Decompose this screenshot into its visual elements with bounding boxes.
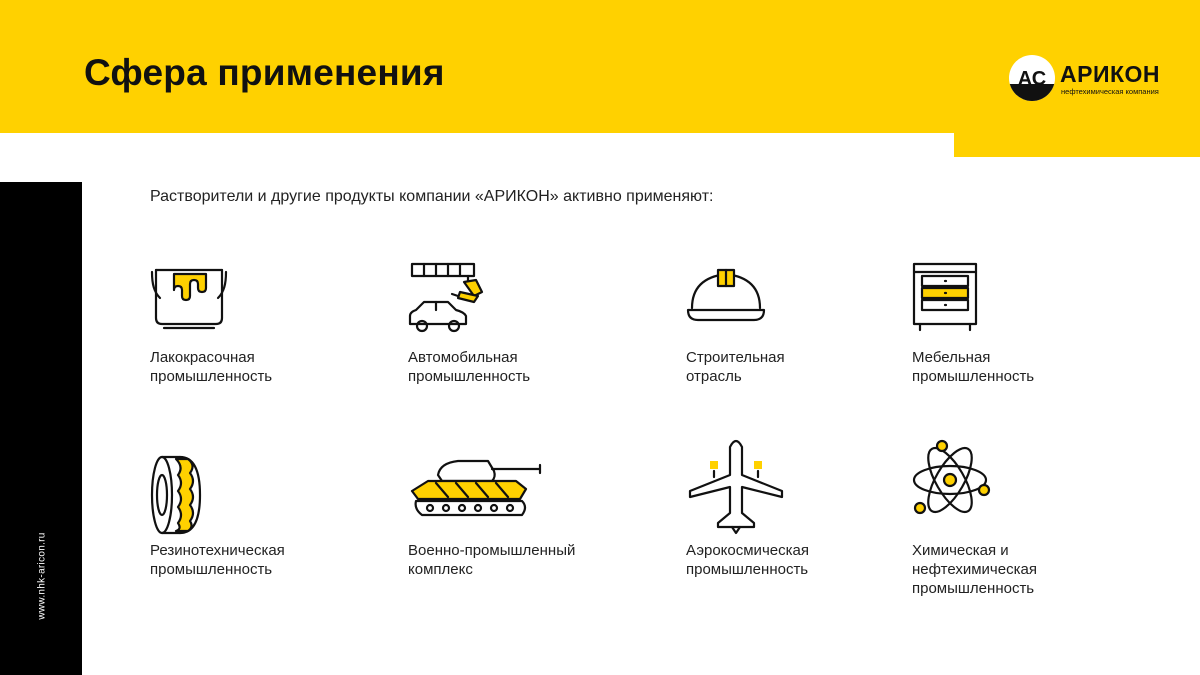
car-assembly-icon [408,262,488,342]
paint-bucket-icon [150,262,230,342]
sector-label: Лакокрасочная промышленность [150,349,273,385]
company-logo[interactable] [1008,54,1168,102]
sector-label: Резинотехническая промышленность [150,542,285,578]
sector-label: Военно-промышленный комплекс [408,542,576,578]
dresser-icon [912,262,992,342]
intro-text: Растворители и другие продукты компании «АРИКОН» активно применяют: [150,188,714,205]
sector-label: Строительная отрасль [686,349,785,385]
airplane-icon [686,435,786,535]
sector-label: Автомобильная промышленность [408,349,531,385]
hard-hat-icon [686,262,766,342]
logo-tagline: нефтехимическая компания [1061,87,1159,96]
logo-mark-icon [1008,54,1056,102]
atom-icon [912,438,992,518]
sector-label: Химическая и нефтехимическая промышленность [912,542,1037,597]
page-title: Сфера применения [84,52,445,93]
logo-name: АРИКОН [1060,61,1161,87]
sector-label: Аэрокосмическая промышленность [686,542,809,578]
website-url[interactable]: www.nhk-aricon.ru [36,532,48,620]
tire-icon [150,455,230,535]
sector-label: Мебельная промышленность [912,349,1035,385]
logo-mark-text: АС [1017,68,1047,90]
header-accent-tab [954,133,1200,157]
tank-icon [408,455,548,535]
